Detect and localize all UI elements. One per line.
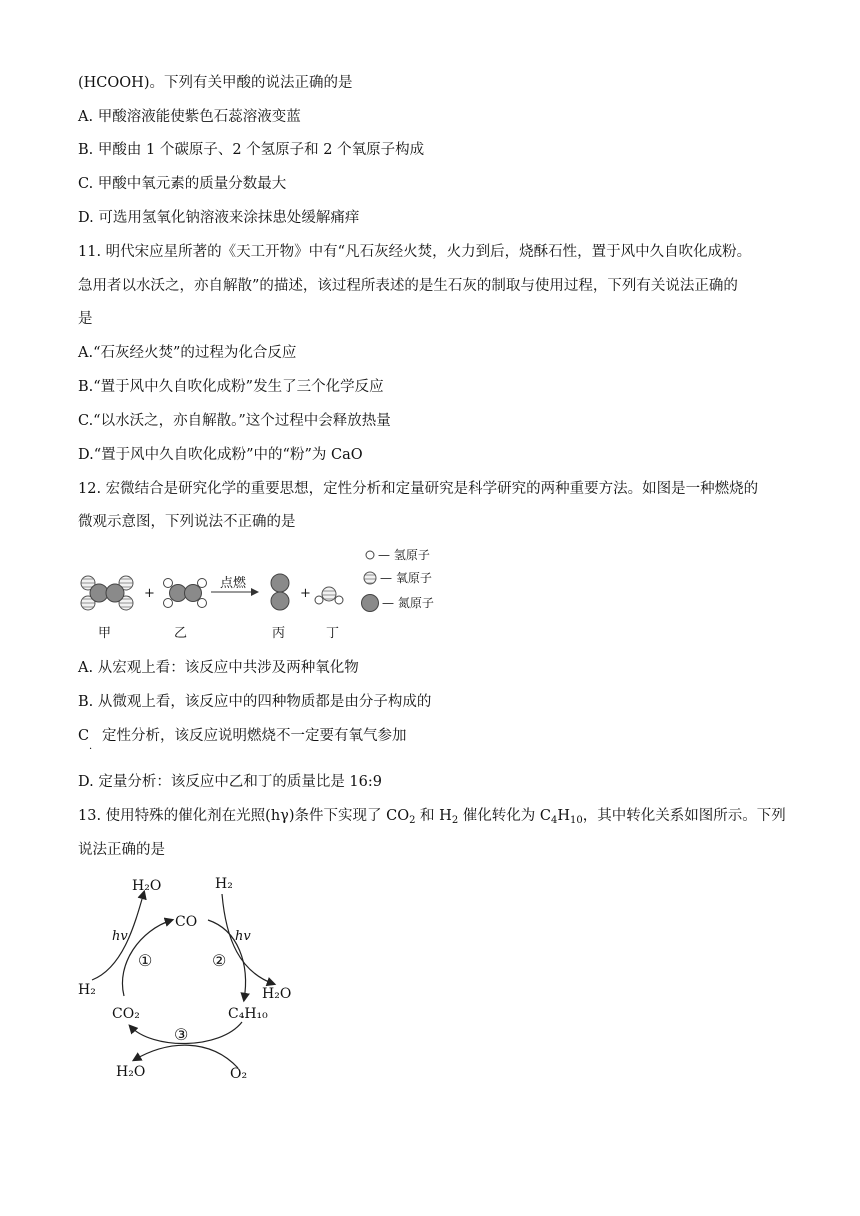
molecule-jia <box>81 576 133 610</box>
node-co: CO <box>175 914 198 930</box>
q11-option-d: D.“置于风中久自吹化成粉”中的“粉”为 CaO <box>78 447 363 463</box>
q10-option-d: D. 可选用氢氧化钠溶液来涂抹患处缓解痛痒 <box>78 210 360 226</box>
label-yi: 乙 <box>174 626 188 641</box>
q12-option-d: D. 定量分析：该反应中乙和丁的质量比是 16:9 <box>78 774 382 790</box>
q11-stem-line2: 急用者以水沃之，亦自解散”的描述，该过程所表述的是生石灰的制取与使用过程，下列有关说法正确的 <box>78 278 738 294</box>
q11-option-c: C.“以水沃之，亦自解散。”这个过程中会释放热量 <box>78 413 391 429</box>
hv-right: hv <box>235 929 251 944</box>
q10-stem-tail: (HCOOH)。下列有关甲酸的说法正确的是 <box>78 75 353 91</box>
q11-stem-line1: 11. 明代宋应星所著的《天工开物》中有“凡石灰经火焚，火力到后，烧酥石性，置于风中久自吹化成粉。 <box>78 244 752 260</box>
reaction-condition: 点燃 <box>220 576 247 591</box>
q12-option-c-letter: C <box>78 728 90 744</box>
legend-hydrogen: — 氢原子 <box>378 548 430 562</box>
reagent-o2-bottom: O₂ <box>230 1066 248 1082</box>
step-2: ② <box>212 951 227 970</box>
reagent-h2o-right: H₂O <box>262 986 292 1002</box>
label-ding: 丁 <box>326 626 340 641</box>
q11-option-b: B.“置于风中久自吹化成粉”发生了三个化学反应 <box>78 379 384 395</box>
q10-option-b: B. 甲酸由 1 个碳原子、2 个氢原子和 2 个氧原子构成 <box>78 142 425 158</box>
legend-oxygen: — 氧原子 <box>380 571 432 585</box>
reagent-h2-left: H₂ <box>78 982 96 998</box>
step-1: ① <box>138 951 153 970</box>
legend <box>362 548 434 612</box>
label-bing: 丙 <box>272 626 286 641</box>
molecule-bing <box>271 574 289 610</box>
label-jia: 甲 <box>98 626 112 641</box>
q12-reaction-diagram <box>78 545 478 645</box>
molecule-ding <box>315 587 343 604</box>
molecule-yi <box>164 579 207 608</box>
arrow-o2-in-bottom <box>134 1045 238 1068</box>
reagent-h2-top: H₂ <box>215 876 233 892</box>
q12-option-c-dot: · <box>89 744 93 755</box>
q12-plus-1: + <box>144 586 155 601</box>
q12-plus-2: + <box>300 586 311 601</box>
reagent-h2o-top: H₂O <box>132 878 162 894</box>
q11-stem-line3: 是 <box>78 311 93 327</box>
node-co2: CO₂ <box>112 1006 140 1022</box>
q13-cycle-diagram <box>70 868 310 1088</box>
q13-stem-line2: 说法正确的是 <box>78 842 165 858</box>
q13-stem-line1: 13. 使用特殊的催化剂在光照(hγ)条件下实现了 $CO_2$ 和 $H_2$ 催化转化为 $C_4H_{10}$，其中转化关系如图所示。下列 <box>78 808 786 826</box>
step-3: ③ <box>174 1025 189 1044</box>
q12-stem-line2: 微观示意图，下列说法不正确的是 <box>78 514 296 530</box>
q12-option-b: B. 从微观上看，该反应中的四种物质都是由分子构成的 <box>78 694 432 710</box>
q11-option-a: A.“石灰经火焚”的过程为化合反应 <box>78 345 297 361</box>
q10-option-c: C. 甲酸中氧元素的质量分数最大 <box>78 176 287 192</box>
node-c4h10: C₄H₁₀ <box>228 1006 268 1022</box>
hv-left: hv <box>112 929 128 944</box>
q12-stem-line1: 12. 宏微结合是研究化学的重要思想，定性分析和定量研究是科学研究的两种重要方法。如图是一种燃烧的 <box>78 481 759 497</box>
q12-option-c-text: 定性分析，该反应说明燃烧不一定要有氧气参加 <box>102 728 407 744</box>
q12-option-a: A. 从宏观上看：该反应中共涉及两种氧化物 <box>78 660 359 676</box>
q10-option-a: A. 甲酸溶液能使紫色石蕊溶液变蓝 <box>78 109 301 125</box>
legend-nitrogen: — 氮原子 <box>382 596 434 610</box>
reagent-h2o-bottom: H₂O <box>116 1064 146 1080</box>
